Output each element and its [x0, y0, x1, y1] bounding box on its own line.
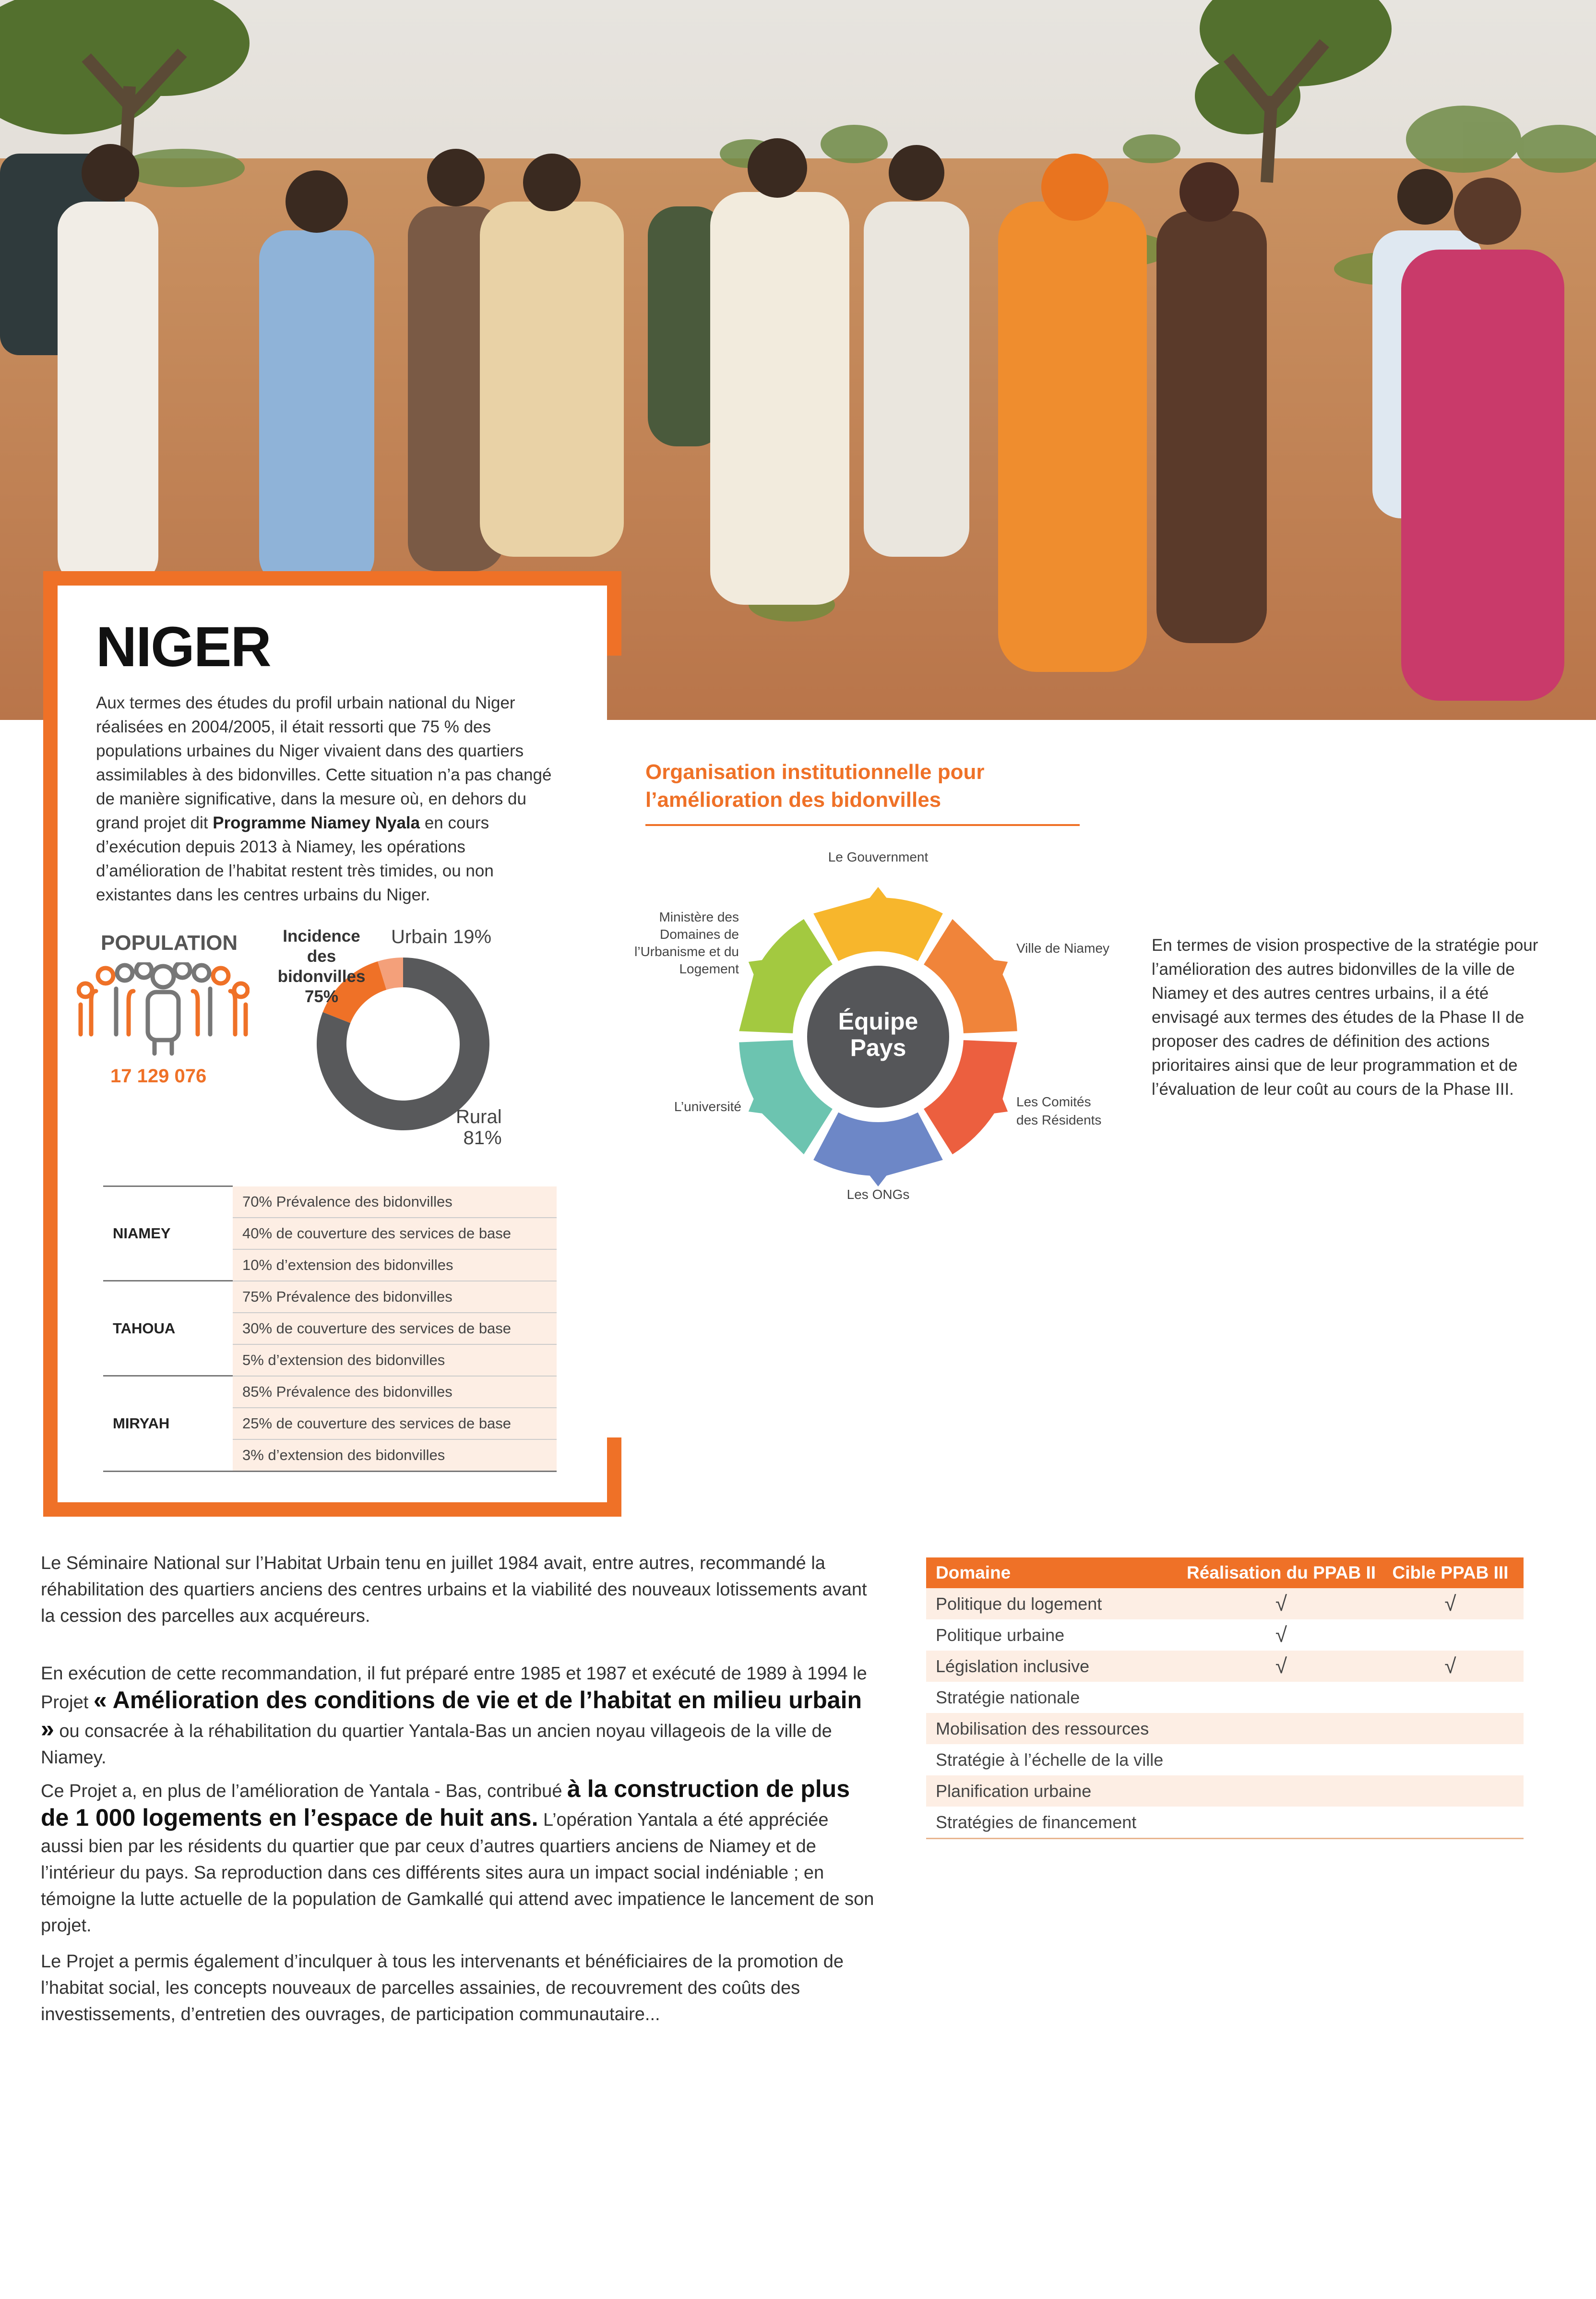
- table-cell: Planification urbaine: [926, 1775, 1185, 1807]
- table-row: [926, 1775, 1524, 1807]
- city-name: MIRYAH: [103, 1376, 233, 1472]
- paragraph-2-a: En exécution de cette recommandation, il fut préparé entre 1985 et 1987 et exécuté de 1989 à 1994 le Projet: [41, 1664, 867, 1712]
- table-cell: [1185, 1775, 1377, 1807]
- table-row: [926, 1682, 1524, 1713]
- table-cell: [1377, 1744, 1524, 1775]
- city-stat: 85% Prévalence des bidonvilles: [233, 1376, 557, 1408]
- table-row: [103, 1186, 557, 1218]
- frame-right-top: [607, 571, 621, 656]
- table-cell: √: [1377, 1588, 1524, 1619]
- table-cell: Politique urbaine: [936, 1625, 1065, 1645]
- table-cell: √: [1185, 1651, 1377, 1682]
- org-node-gouvernement: Le Gouvernment: [828, 850, 929, 864]
- rural-label-text: Rural: [456, 1106, 502, 1127]
- table-cell: Mobilisation des ressources: [926, 1713, 1185, 1744]
- table-cell: [1377, 1713, 1524, 1744]
- intro-paragraph: [96, 691, 571, 907]
- table-cell: [1185, 1713, 1377, 1744]
- table-row: [926, 1619, 1524, 1651]
- org-chart-title: [645, 758, 1029, 814]
- org-node-universite: L’université: [674, 1099, 741, 1114]
- paragraph-2: [41, 1661, 876, 1771]
- city-stat: 25% de couverture des services de base: [233, 1408, 557, 1439]
- table-cell: Stratégie à l’échelle de la ville: [936, 1749, 1164, 1770]
- table-cell: [1377, 1775, 1524, 1807]
- frame-bottom: [43, 1502, 621, 1517]
- paragraph-3-a: Ce Projet a, en plus de l’amélioration de Yantala - Bas, contribué: [41, 1781, 568, 1801]
- column-header: Domaine: [926, 1557, 1185, 1588]
- org-node-comites-2: des Résidents: [1016, 1113, 1102, 1127]
- table-row: [103, 1376, 557, 1408]
- table-row: [103, 1281, 557, 1313]
- org-center-line-2: Pays: [850, 1034, 906, 1061]
- table-cell: √: [1377, 1651, 1524, 1682]
- org-segment-ongs: [813, 1113, 943, 1186]
- frame-top: [43, 571, 621, 586]
- intro-text-a: Aux termes des études du profil urbain national du Niger réalisées en 2004/2005, il était ressorti que 75 % des populations urbaines du Niger vivaient dans des quartiers assimilables à des bidonvilles. Cette situation n’a pas changé de manière significative, dans la mesure où, en dehors du grand projet dit: [96, 694, 552, 832]
- org-node-ministere-1: Ministère des: [659, 910, 739, 924]
- population-value: 17 129 076: [110, 1066, 207, 1087]
- people-icon: [77, 962, 250, 1061]
- table-row: [926, 1744, 1524, 1775]
- city-stat: 75% Prévalence des bidonvilles: [233, 1281, 557, 1313]
- intro-text-b: en cours d’exécution depuis 2013 à Niamey, les opérations d’amélioration de l’habitat restent très timides, ou non existantes dans les centres urbains du Niger.: [96, 814, 494, 904]
- city-stat: 5% d’extension des bidonvilles: [233, 1344, 557, 1376]
- table-cell: [1377, 1807, 1524, 1839]
- org-center-line-1: Équipe: [838, 1008, 918, 1035]
- org-node-ministere-4: Logement: [679, 961, 739, 976]
- table-header-row: [926, 1557, 1524, 1588]
- org-title-line-2: l’amélioration des bidonvilles: [645, 788, 941, 812]
- paragraph-2-b: ou consacrée à la réhabilitation du quartier Yantala-Bas un ancien noyau villageois de la ville de Niamey.: [41, 1721, 832, 1768]
- table-row: [926, 1588, 1524, 1619]
- table-cell: Législation inclusive: [926, 1651, 1185, 1682]
- frame-left: [43, 571, 58, 1517]
- org-node-comites-1: Les Comités: [1016, 1094, 1091, 1109]
- table-row: [926, 1713, 1524, 1744]
- table-cell: Stratégies de financement: [926, 1807, 1185, 1839]
- table-cell: [1185, 1682, 1377, 1713]
- incidence-label-pct: 75%: [304, 987, 339, 1006]
- column-header: Réalisation du PPAB II: [1185, 1557, 1377, 1588]
- incidence-label: [271, 926, 372, 1007]
- city-name: TAHOUA: [103, 1281, 233, 1376]
- org-segment-gouvernement: [813, 887, 943, 961]
- rural-label: [456, 1106, 502, 1149]
- org-title-line-1: Organisation institutionnelle pour: [645, 760, 985, 784]
- table-row: [926, 1807, 1524, 1839]
- intro-text-bold: Programme Niamey Nyala: [213, 814, 420, 832]
- org-chart: [624, 835, 1142, 1219]
- incidence-label-text: Incidence des bidonvilles: [277, 927, 366, 986]
- table-cell: [1185, 1807, 1377, 1839]
- city-stat: 30% de couverture des services de base: [233, 1313, 557, 1344]
- table-cell: Stratégie nationale: [936, 1687, 1080, 1707]
- org-node-ministere-3: l’Urbanisme et du: [634, 944, 739, 959]
- column-header: Cible PPAB III: [1377, 1557, 1524, 1588]
- table-cell: √: [1275, 1623, 1287, 1647]
- paragraph-1: Le Séminaire National sur l’Habitat Urbain tenu en juillet 1984 avait, entre autres, recommandé la réhabilitation des quartiers anciens des centres urbains et la viabilité des nouveaux lotissements avant la cession des parcelles aux acquéreurs.: [41, 1553, 867, 1626]
- org-title-rule: [645, 824, 1080, 826]
- urban-label: Urbain 19%: [391, 926, 492, 947]
- org-node-ongs: Les ONGs: [846, 1187, 910, 1202]
- city-stat: 10% d’extension des bidonvilles: [233, 1249, 557, 1281]
- org-description: En termes de vision prospective de la stratégie pour l’amélioration des autres bidonvilles de la ville de Niamey et des autres centres urbains, il a été envisagé aux termes des études de la Phase II de proposer des cadres de définition des actions prioritaires ainsi que de leur programmation et de l’évaluation de leur coût au cours de la Phase III.: [1152, 936, 1538, 1099]
- city-stat: 70% Prévalence des bidonvilles: [233, 1186, 557, 1218]
- city-name: NIAMEY: [103, 1186, 233, 1281]
- ppab-table: [926, 1557, 1524, 1839]
- org-node-ministere-2: Domaines de: [660, 927, 739, 942]
- table-cell: √: [1185, 1588, 1377, 1619]
- table-row: [926, 1651, 1524, 1682]
- table-cell: [1377, 1619, 1524, 1651]
- paragraph-3-b: L’opération Yantala a été appréciée aussi bien par les résidents du quartier que par ceux d’autres quartiers anciens de Niamey et de l’intérieur du pays. Sa reproduction dans ces différents sites aura un impact social indéniable ; en témoigne la lutte actuelle de la population de Gamkallé qui attend avec impatience le lancement de son projet.: [41, 1810, 874, 1936]
- paragraph-3-bold: à la construction de plus de 1 000 logements en l’espace de huit ans.: [41, 1775, 850, 1831]
- city-stat: 40% de couverture des services de base: [233, 1218, 557, 1249]
- table-cell: [1185, 1744, 1377, 1775]
- city-stats-table: [103, 1185, 557, 1472]
- table-cell: Politique du logement: [926, 1588, 1185, 1619]
- population-label: POPULATION: [101, 931, 238, 955]
- paragraph-3: [41, 1776, 876, 1939]
- paragraph-4: Le Projet a permis également d’inculquer à tous les intervenants et bénéficiaires de la promotion de l’habitat social, les concepts nouveaux de parcelles assainies, de recouvrement des coûts des investissements, d’entretien des ouvrages, de participation communautaire...: [41, 1952, 844, 2024]
- rural-label-pct: 81%: [463, 1127, 502, 1149]
- paragraph-2-bold: « Amélioration des conditions de vie et de l’habitat en milieu urbain »: [41, 1687, 862, 1742]
- city-stat: 3% d’extension des bidonvilles: [233, 1439, 557, 1472]
- page-title: NIGER: [96, 615, 271, 679]
- org-node-ville: Ville de Niamey: [1016, 941, 1110, 956]
- table-cell: [1377, 1682, 1524, 1713]
